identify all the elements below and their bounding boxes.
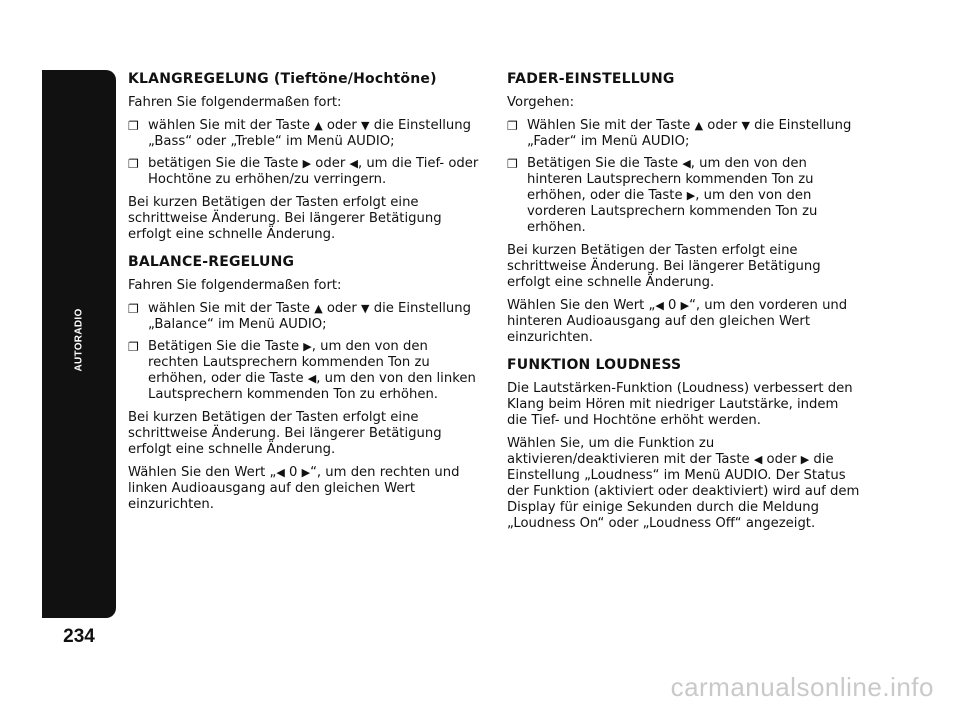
paragraph: Bei kurzen Betätigen der Tasten erfolgt eine schrittweise Änderung. Bei längerer Betätigung erfolgt eine schnelle Änderung.: [128, 410, 442, 457]
arrow-down-icon: ▼: [741, 119, 750, 132]
text: 0: [289, 465, 298, 480]
paragraph: [507, 436, 862, 532]
text: die Einstellung „Fader“ im Menü AUDIO;: [527, 118, 852, 149]
text: oder: [326, 118, 357, 133]
watermark: carmanualsonline.info: [670, 672, 934, 702]
bullet-list: [128, 301, 480, 403]
paragraph: Fahren Sie folgendermaßen fort:: [128, 95, 342, 110]
checkbox-bullet-icon: ❐: [128, 340, 139, 354]
text: , um den von den vorderen Lautsprechern kommenden Ton zu erhöhen.: [527, 188, 818, 235]
arrow-right-icon: ▶: [800, 453, 810, 466]
checkbox-bullet-icon: ❐: [128, 157, 139, 171]
arrow-right-icon: ▶: [303, 340, 312, 353]
text: oder: [707, 118, 738, 133]
paragraph: [128, 465, 480, 513]
text: Wählen Sie den Wert „: [128, 465, 277, 480]
list-item: [128, 118, 480, 150]
arrow-left-icon: ◀: [349, 157, 358, 170]
paragraph: Die Lautstärken-Funktion (Loudness) verbessert den Klang beim Hören mit niedriger Lautstärke, indem die Tief- und Hochtöne erhöht werden.: [507, 381, 853, 428]
list-item: [128, 339, 480, 403]
list-item: [507, 118, 862, 150]
text: , um den von den hinteren Lautsprechern kommenden Ton zu erhöhen, oder die Taste: [527, 156, 814, 203]
text: oder: [766, 452, 797, 467]
checkbox-bullet-icon: ❐: [507, 157, 518, 171]
bullet-list: [507, 118, 862, 236]
arrow-left-icon: ◀: [307, 372, 317, 385]
arrow-down-icon: ▼: [361, 119, 370, 132]
checkbox-bullet-icon: ❐: [128, 119, 139, 133]
text: Wählen Sie mit der Taste: [527, 118, 691, 133]
arrow-down-icon: ▼: [361, 302, 370, 315]
checkbox-bullet-icon: ❐: [507, 119, 518, 133]
paragraph: Fahren Sie folgendermaßen fort:: [128, 278, 342, 293]
text: oder: [315, 156, 346, 171]
paragraph: [507, 298, 862, 346]
text: oder: [326, 301, 357, 316]
text: 0: [668, 298, 677, 313]
text: die Einstellung „Loudness“ im Menü AUDIO. Der Status der Funktion (aktiviert oder deaktiviert) wird auf dem Display für einige Sekunden durch die Meldung „Loudness On“ oder „Loudness Off“ angezeigt.: [507, 452, 860, 531]
arrow-up-icon: ▲: [314, 119, 323, 132]
right-column: [507, 71, 862, 539]
arrow-right-icon: ▶: [302, 157, 312, 170]
text: Betätigen Sie die Taste: [527, 156, 679, 171]
text: , um den von den rechten Lautsprechern kommenden Ton zu erhöhen, oder die Taste: [148, 339, 430, 386]
arrow-left-icon: ◀: [655, 299, 664, 312]
arrow-left-icon: ◀: [753, 453, 763, 466]
text: Betätigen Sie die Taste: [148, 339, 300, 354]
arrow-right-icon: ▶: [301, 466, 311, 479]
text: , um den von den linken Lautsprechern kommenden Ton zu erhöhen.: [148, 371, 476, 402]
checkbox-bullet-icon: ❐: [128, 302, 139, 316]
heading-fader: FADER-EINSTELLUNG: [507, 71, 675, 87]
text: , um die Tief- oder Hochtöne zu erhöhen/zu verringern.: [148, 156, 479, 187]
text: “, um den vorderen und hinteren Audioausgang auf den gleichen Wert einzurichten.: [507, 298, 848, 345]
text: die Einstellung „Bass“ oder „Treble“ im Menü AUDIO;: [148, 118, 471, 149]
list-item: [128, 156, 480, 188]
arrow-up-icon: ▲: [314, 302, 323, 315]
paragraph: Bei kurzen Betätigen der Tasten erfolgt eine schrittweise Änderung. Bei längerer Betätigung erfolgt eine schnelle Änderung.: [128, 195, 442, 242]
list-item: [128, 301, 480, 333]
page-number: 234: [63, 626, 95, 647]
text: “, um den rechten und linken Audioausgang auf den gleichen Wert einzurichten.: [128, 465, 460, 512]
paragraph: Vorgehen:: [507, 95, 575, 110]
left-column: [128, 71, 480, 520]
arrow-left-icon: ◀: [682, 157, 691, 170]
text: Wählen Sie den Wert „: [507, 298, 656, 313]
list-item: [507, 156, 862, 236]
heading-loudness: FUNKTION LOUDNESS: [507, 357, 682, 373]
section-label: AUTORADIO: [73, 308, 85, 372]
text: betätigen Sie die Taste: [148, 156, 299, 171]
text: wählen Sie mit der Taste: [148, 118, 310, 133]
text: wählen Sie mit der Taste: [148, 301, 310, 316]
arrow-up-icon: ▲: [694, 119, 704, 132]
heading-balance: BALANCE-REGELUNG: [128, 254, 295, 270]
arrow-left-icon: ◀: [276, 466, 285, 479]
paragraph: Bei kurzen Betätigen der Tasten erfolgt eine schrittweise Änderung. Bei längerer Betätigung erfolgt eine schnelle Änderung.: [507, 243, 821, 290]
heading-klangregelung: KLANGREGELUNG (Tieftöne/Hochtöne): [128, 71, 437, 87]
arrow-right-icon: ▶: [686, 189, 696, 202]
text: Wählen Sie, um die Funktion zu aktivieren/deaktivieren mit der Taste: [507, 436, 750, 467]
bullet-list: [128, 118, 480, 188]
text: die Einstellung „Balance“ im Menü AUDIO;: [148, 301, 471, 332]
arrow-right-icon: ▶: [680, 299, 690, 312]
